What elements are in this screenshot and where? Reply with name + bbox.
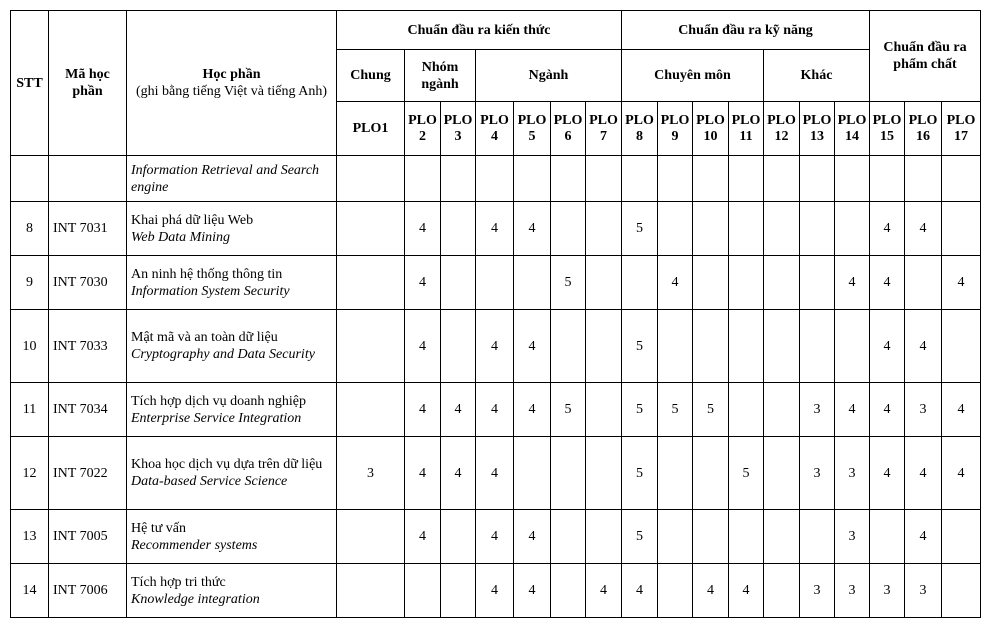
plo-1-cell — [337, 310, 405, 383]
plo-14-cell: 4 — [835, 383, 870, 437]
course-name-cell — [127, 510, 337, 564]
plo-header-15: PLO 15 — [870, 102, 905, 156]
stt-cell: 11 — [11, 383, 49, 437]
plo-10-cell — [693, 256, 729, 310]
plo-16-cell: 4 — [905, 437, 942, 510]
plo-3-cell — [441, 256, 476, 310]
plo-7-cell — [586, 202, 622, 256]
plo-9-cell — [658, 437, 693, 510]
plo-6-cell — [551, 564, 586, 618]
plo-mapping-table — [10, 10, 981, 618]
plo-4-cell: 4 — [476, 564, 514, 618]
plo-5-cell: 4 — [514, 310, 551, 383]
plo-7-cell — [586, 156, 622, 202]
stt-cell: 12 — [11, 437, 49, 510]
course-name-cell — [127, 256, 337, 310]
plo-2-cell: 4 — [405, 437, 441, 510]
course-name-cell — [127, 564, 337, 618]
plo-13-cell — [800, 510, 835, 564]
plo-17-cell — [942, 564, 981, 618]
plo-2-cell: 4 — [405, 383, 441, 437]
plo-1-cell — [337, 256, 405, 310]
plo-header-4: PLO 4 — [476, 102, 514, 156]
table-row — [11, 156, 981, 202]
plo-15-cell: 4 — [870, 383, 905, 437]
plo-1-cell — [337, 510, 405, 564]
plo-4-cell: 4 — [476, 437, 514, 510]
skills-header: Chuẩn đầu ra kỹ năng — [622, 11, 870, 50]
plo-4-cell: 4 — [476, 310, 514, 383]
plo-15-cell: 4 — [870, 256, 905, 310]
plo-mapping-sheet — [10, 10, 981, 618]
plo-8-cell: 5 — [622, 510, 658, 564]
stt-cell — [11, 156, 49, 202]
plo-11-cell — [729, 510, 764, 564]
other-header: Khác — [764, 50, 870, 102]
plo-16-cell — [905, 256, 942, 310]
plo-5-cell: 4 — [514, 383, 551, 437]
course-code-cell: INT 7034 — [49, 383, 127, 437]
course-name-vi: Tích hợp dịch vụ doanh nghiệp — [131, 393, 306, 409]
plo-8-cell: 5 — [622, 383, 658, 437]
course-header-title: Học phần — [202, 67, 261, 82]
plo-header-6: PLO 6 — [551, 102, 586, 156]
course-name-en: Enterprise Service Integration — [131, 410, 302, 426]
plo-9-cell: 4 — [658, 256, 693, 310]
plo-11-cell — [729, 256, 764, 310]
plo-1-cell — [337, 156, 405, 202]
plo-4-cell: 4 — [476, 202, 514, 256]
plo-8-cell: 5 — [622, 437, 658, 510]
plo-14-cell: 3 — [835, 437, 870, 510]
plo-16-cell: 3 — [905, 564, 942, 618]
plo-13-cell: 3 — [800, 383, 835, 437]
plo-3-cell: 4 — [441, 383, 476, 437]
plo-3-cell — [441, 156, 476, 202]
plo-10-cell — [693, 510, 729, 564]
plo-13-cell — [800, 202, 835, 256]
table-body — [11, 156, 981, 618]
table-header — [11, 11, 981, 156]
group-header: Nhóm ngành — [405, 50, 476, 102]
plo-header-17: PLO 17 — [942, 102, 981, 156]
course-name-vi: Mật mã và an toàn dữ liệu — [131, 330, 278, 345]
plo-10-cell — [693, 437, 729, 510]
plo-6-cell: 5 — [551, 383, 586, 437]
plo-header-9: PLO 9 — [658, 102, 693, 156]
plo-16-cell — [905, 156, 942, 202]
plo-9-cell — [658, 564, 693, 618]
plo-17-cell — [942, 510, 981, 564]
plo-2-cell: 4 — [405, 202, 441, 256]
plo-10-cell — [693, 202, 729, 256]
plo-1-cell — [337, 564, 405, 618]
course-name-vi: Tích hợp tri thức — [131, 574, 226, 590]
table-row — [11, 510, 981, 564]
plo-11-cell — [729, 202, 764, 256]
table-row — [11, 256, 981, 310]
course-name-en: Recommender systems — [131, 537, 258, 553]
plo-8-cell — [622, 256, 658, 310]
stt-cell: 9 — [11, 256, 49, 310]
plo-6-cell — [551, 202, 586, 256]
plo-header-1: PLO1 — [337, 102, 405, 156]
plo-16-cell: 4 — [905, 310, 942, 383]
plo-8-cell: 5 — [622, 310, 658, 383]
plo-9-cell — [658, 310, 693, 383]
stt-cell: 10 — [11, 310, 49, 383]
plo-6-cell — [551, 310, 586, 383]
plo-13-cell — [800, 256, 835, 310]
plo-9-cell: 5 — [658, 383, 693, 437]
plo-13-cell: 3 — [800, 437, 835, 510]
plo-header-5: PLO 5 — [514, 102, 551, 156]
plo-7-cell — [586, 510, 622, 564]
course-code-cell: INT 7033 — [49, 310, 127, 383]
major-header: Ngành — [476, 50, 622, 102]
plo-8-cell: 4 — [622, 564, 658, 618]
stt-header: STT — [11, 11, 49, 156]
course-code-cell: INT 7030 — [49, 256, 127, 310]
course-name-cell — [127, 310, 337, 383]
course-code-cell: INT 7031 — [49, 202, 127, 256]
plo-header-11: PLO 11 — [729, 102, 764, 156]
plo-3-cell: 4 — [441, 437, 476, 510]
plo-11-cell — [729, 156, 764, 202]
plo-15-cell: 3 — [870, 564, 905, 618]
plo-11-cell — [729, 383, 764, 437]
plo-12-cell — [764, 256, 800, 310]
plo-12-cell — [764, 564, 800, 618]
plo-2-cell: 4 — [405, 310, 441, 383]
plo-header-10: PLO 10 — [693, 102, 729, 156]
plo-9-cell — [658, 156, 693, 202]
course-header — [127, 11, 337, 156]
plo-3-cell — [441, 310, 476, 383]
plo-17-cell — [942, 156, 981, 202]
plo-1-cell — [337, 202, 405, 256]
course-name-vi: Khai phá dữ liệu Web — [131, 212, 254, 228]
course-name-cell — [127, 437, 337, 510]
plo-header-14: PLO 14 — [835, 102, 870, 156]
plo-10-cell: 5 — [693, 383, 729, 437]
plo-2-cell: 4 — [405, 256, 441, 310]
course-code-cell — [49, 156, 127, 202]
plo-17-cell: 4 — [942, 256, 981, 310]
plo-header-16: PLO 16 — [905, 102, 942, 156]
plo-1-cell: 3 — [337, 437, 405, 510]
plo-6-cell — [551, 510, 586, 564]
course-name-vi: Khoa học dịch vụ dựa trên dữ liệu — [131, 457, 323, 472]
plo-4-cell — [476, 156, 514, 202]
plo-1-cell — [337, 383, 405, 437]
plo-header-3: PLO 3 — [441, 102, 476, 156]
plo-15-cell: 4 — [870, 310, 905, 383]
stt-cell: 8 — [11, 202, 49, 256]
table-row — [11, 202, 981, 256]
course-code-cell: INT 7006 — [49, 564, 127, 618]
stt-cell: 14 — [11, 564, 49, 618]
plo-2-cell — [405, 156, 441, 202]
course-name-cell — [127, 383, 337, 437]
plo-5-cell: 4 — [514, 202, 551, 256]
plo-7-cell: 4 — [586, 564, 622, 618]
plo-11-cell — [729, 310, 764, 383]
table-row — [11, 437, 981, 510]
stt-cell: 13 — [11, 510, 49, 564]
plo-10-cell: 4 — [693, 564, 729, 618]
plo-3-cell — [441, 202, 476, 256]
plo-11-cell: 5 — [729, 437, 764, 510]
course-name-en: Web Data Mining — [131, 229, 231, 245]
plo-6-cell: 5 — [551, 256, 586, 310]
plo-13-cell — [800, 310, 835, 383]
table-row — [11, 383, 981, 437]
plo-17-cell: 4 — [942, 437, 981, 510]
plo-14-cell: 3 — [835, 510, 870, 564]
plo-16-cell: 4 — [905, 510, 942, 564]
plo-10-cell — [693, 310, 729, 383]
plo-3-cell — [441, 510, 476, 564]
plo-8-cell: 5 — [622, 202, 658, 256]
course-name-cell — [127, 202, 337, 256]
course-name-en: Knowledge integration — [131, 591, 260, 607]
plo-3-cell — [441, 564, 476, 618]
course-code-cell: INT 7022 — [49, 437, 127, 510]
plo-header-13: PLO 13 — [800, 102, 835, 156]
course-name-en: Information Retrieval and Search engine — [131, 162, 320, 195]
plo-14-cell: 4 — [835, 256, 870, 310]
course-name-cell — [127, 156, 337, 202]
plo-13-cell — [800, 156, 835, 202]
plo-15-cell — [870, 510, 905, 564]
plo-12-cell — [764, 383, 800, 437]
plo-6-cell — [551, 156, 586, 202]
course-name-en: Cryptography and Data Security — [131, 347, 315, 362]
plo-17-cell — [942, 310, 981, 383]
plo-6-cell — [551, 437, 586, 510]
knowledge-header: Chuẩn đầu ra kiến thức — [337, 11, 622, 50]
general-header: Chung — [337, 50, 405, 102]
table-row — [11, 564, 981, 618]
plo-15-cell: 4 — [870, 437, 905, 510]
plo-14-cell — [835, 310, 870, 383]
plo-header-12: PLO 12 — [764, 102, 800, 156]
plo-4-cell: 4 — [476, 383, 514, 437]
course-name-en: Data-based Service Science — [131, 474, 288, 489]
plo-header-8: PLO 8 — [622, 102, 658, 156]
plo-9-cell — [658, 202, 693, 256]
plo-12-cell — [764, 437, 800, 510]
course-code-cell: INT 7005 — [49, 510, 127, 564]
course-name-en: Information System Security — [131, 283, 290, 299]
course-name-vi: Hệ tư vấn — [131, 520, 187, 536]
plo-2-cell — [405, 564, 441, 618]
plo-5-cell — [514, 156, 551, 202]
plo-15-cell — [870, 156, 905, 202]
course-name-vi: An ninh hệ thống thông tin — [131, 266, 283, 282]
table-row — [11, 310, 981, 383]
plo-9-cell — [658, 510, 693, 564]
plo-12-cell — [764, 310, 800, 383]
plo-7-cell — [586, 437, 622, 510]
attitude-header: Chuẩn đầu ra phẩm chất — [870, 11, 981, 102]
plo-5-cell — [514, 256, 551, 310]
plo-12-cell — [764, 510, 800, 564]
plo-header-2: PLO 2 — [405, 102, 441, 156]
plo-11-cell: 4 — [729, 564, 764, 618]
plo-8-cell — [622, 156, 658, 202]
plo-17-cell: 4 — [942, 383, 981, 437]
plo-4-cell: 4 — [476, 510, 514, 564]
plo-13-cell: 3 — [800, 564, 835, 618]
plo-15-cell: 4 — [870, 202, 905, 256]
plo-14-cell — [835, 202, 870, 256]
professional-header: Chuyên môn — [622, 50, 764, 102]
plo-7-cell — [586, 256, 622, 310]
plo-5-cell: 4 — [514, 510, 551, 564]
course-header-note: (ghi bằng tiếng Việt và tiếng Anh) — [136, 84, 327, 99]
plo-12-cell — [764, 202, 800, 256]
plo-4-cell — [476, 256, 514, 310]
plo-10-cell — [693, 156, 729, 202]
plo-16-cell: 3 — [905, 383, 942, 437]
plo-12-cell — [764, 156, 800, 202]
plo-17-cell — [942, 202, 981, 256]
plo-7-cell — [586, 310, 622, 383]
plo-16-cell: 4 — [905, 202, 942, 256]
plo-5-cell — [514, 437, 551, 510]
plo-header-7: PLO 7 — [586, 102, 622, 156]
plo-7-cell — [586, 383, 622, 437]
plo-14-cell — [835, 156, 870, 202]
plo-5-cell: 4 — [514, 564, 551, 618]
plo-14-cell: 3 — [835, 564, 870, 618]
code-header: Mã học phần — [49, 11, 127, 156]
plo-2-cell: 4 — [405, 510, 441, 564]
